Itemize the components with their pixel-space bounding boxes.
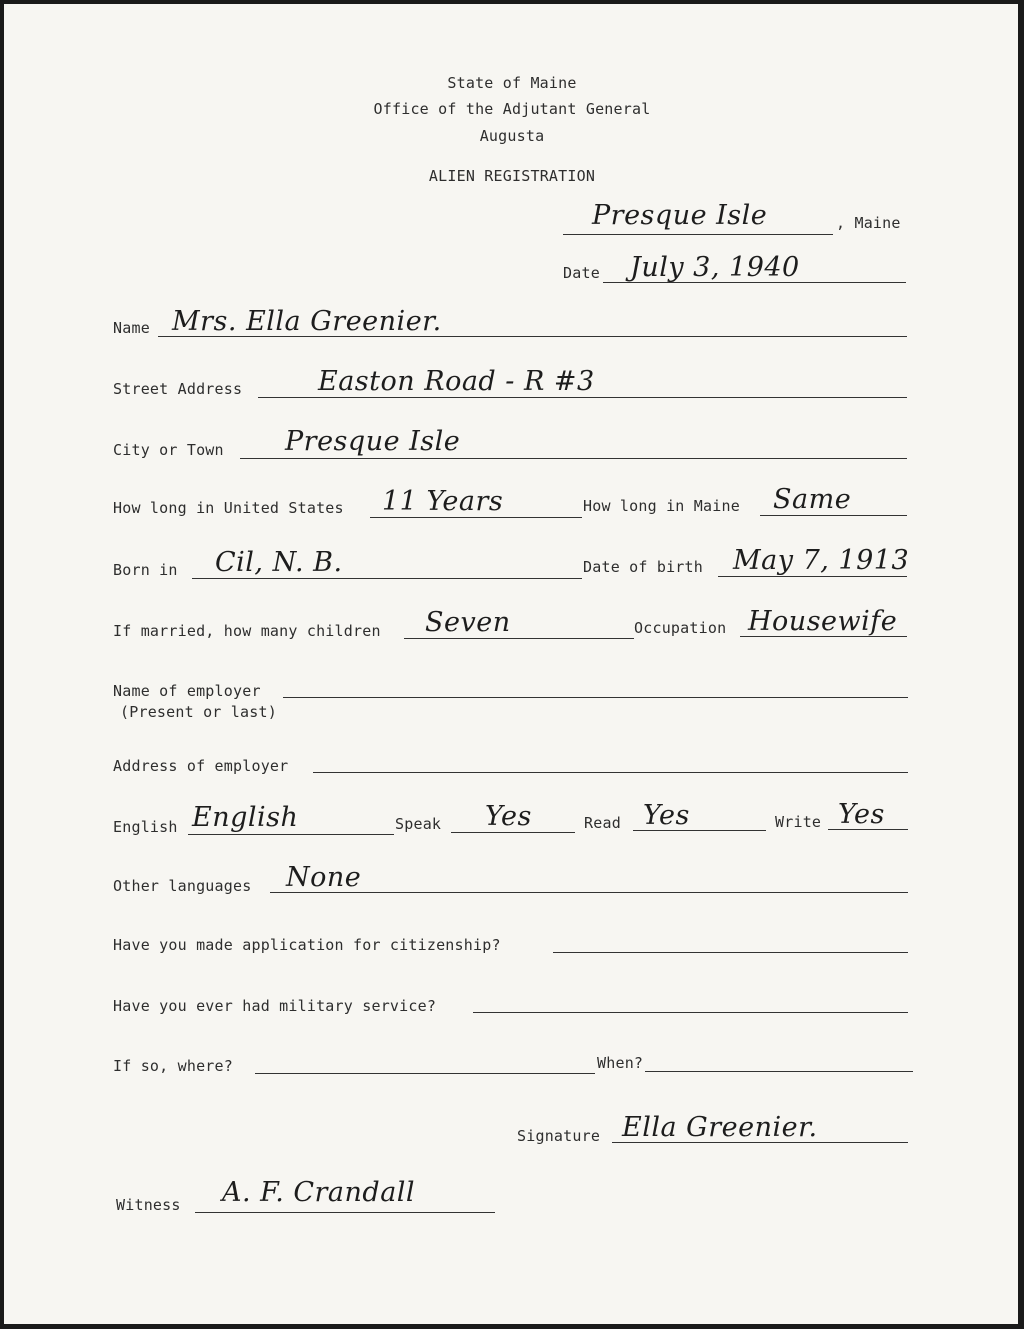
city-label: City or Town	[113, 441, 224, 459]
street-address-label: Street Address	[113, 380, 243, 398]
place-line	[563, 234, 833, 235]
read-value: Yes	[643, 800, 690, 831]
witness-value: A. F. Crandall	[222, 1177, 416, 1208]
where-label: If so, where?	[113, 1057, 233, 1075]
city-line	[240, 458, 907, 459]
employer-address-line	[313, 772, 908, 773]
occupation-label: Occupation	[634, 619, 727, 637]
children-label: If married, how many children	[113, 622, 381, 640]
military-line	[473, 1012, 908, 1013]
name-value: Mrs. Ella Greenier.	[172, 306, 442, 337]
how-long-us-line	[370, 517, 582, 518]
date-of-birth-value: May 7, 1913	[733, 545, 910, 576]
date-of-birth-label: Date of birth	[583, 558, 703, 576]
date-value: July 3, 1940	[630, 252, 800, 283]
date-label: Date	[563, 264, 600, 282]
place-state-label: , Maine	[836, 214, 901, 232]
form-paper	[4, 4, 1018, 1324]
how-long-us-value: 11 Years	[382, 486, 504, 517]
employer-name-line	[283, 697, 908, 698]
header-city: Augusta	[479, 127, 545, 145]
how-long-maine-label: How long in Maine	[583, 497, 740, 515]
other-languages-label: Other languages	[113, 877, 252, 895]
witness-label: Witness	[116, 1196, 181, 1214]
read-label: Read	[584, 814, 621, 832]
name-line	[158, 336, 907, 337]
english-label: English	[113, 818, 178, 836]
how-long-us-label: How long in United States	[113, 499, 344, 517]
military-label: Have you ever had military service?	[113, 997, 437, 1015]
header-state: State of Maine	[447, 74, 577, 92]
children-line	[404, 638, 634, 639]
citizenship-label: Have you made application for citizenship?	[113, 936, 501, 954]
street-address-line	[258, 397, 907, 398]
form-title: ALIEN REGISTRATION	[428, 167, 596, 185]
date-of-birth-line	[718, 576, 907, 577]
born-in-label: Born in	[113, 561, 178, 579]
street-address-value: Easton Road - R #3	[318, 366, 595, 397]
how-long-maine-value: Same	[773, 484, 852, 515]
write-line	[828, 829, 908, 830]
write-value: Yes	[838, 799, 885, 830]
occupation-value: Housewife	[748, 606, 898, 637]
signature-line	[612, 1142, 908, 1143]
date-line	[603, 282, 906, 283]
speak-label: Speak	[395, 815, 442, 833]
witness-line	[195, 1212, 495, 1213]
english-value: English	[192, 802, 299, 833]
other-languages-line	[270, 892, 908, 893]
employer-address-label: Address of employer	[113, 757, 289, 775]
header-office: Office of the Adjutant General	[373, 100, 651, 118]
how-long-maine-line	[760, 515, 907, 516]
born-in-value: Cil, N. B.	[215, 547, 343, 578]
occupation-line	[740, 636, 907, 637]
born-in-line	[192, 578, 582, 579]
city-value: Presque Isle	[285, 426, 461, 457]
read-line	[633, 830, 766, 831]
citizenship-line	[553, 952, 908, 953]
employer-name-sublabel: (Present or last)	[120, 703, 277, 721]
children-value: Seven	[425, 607, 511, 638]
english-line	[188, 834, 394, 835]
name-label: Name	[113, 319, 150, 337]
write-label: Write	[775, 813, 822, 831]
signature-value: Ella Greenier.	[622, 1112, 818, 1143]
speak-line	[451, 832, 575, 833]
signature-label: Signature	[517, 1127, 601, 1145]
employer-name-label: Name of employer	[113, 682, 261, 700]
where-line	[255, 1073, 595, 1074]
other-languages-value: None	[286, 862, 362, 893]
when-line	[645, 1071, 913, 1072]
place-town-value: Presque Isle	[592, 200, 768, 231]
speak-value: Yes	[485, 801, 532, 832]
when-label: When?	[597, 1054, 644, 1072]
